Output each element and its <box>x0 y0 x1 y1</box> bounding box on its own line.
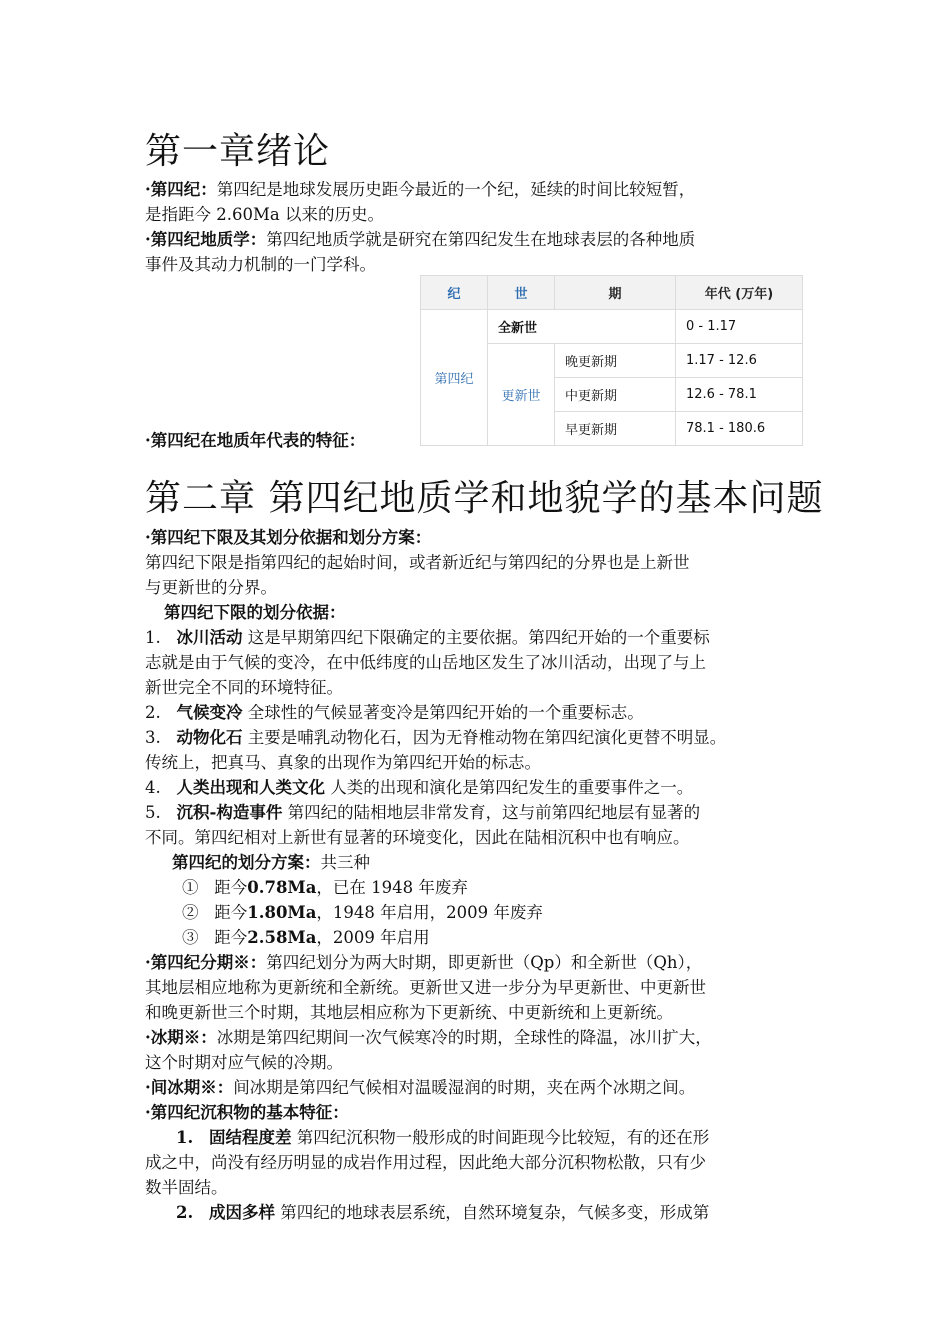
glacial-text: 冰期是第四纪期间一次气候寒冷的时期，全球性的降温，冰川扩大， <box>216 1028 712 1047</box>
age-cell: 78.1 - 180.6 <box>676 412 803 446</box>
item-number: 1. <box>176 1128 194 1147</box>
quaternary-division-cont2: 和晚更新世三个时期，其地层相应称为下更新统、中更新统和上更新统。 <box>145 1003 673 1022</box>
term-glacial: ·冰期※： <box>145 1028 217 1047</box>
glacial-definition-cont: 这个时期对应气候的冷期。 <box>145 1053 343 1072</box>
basis-item-5 <box>145 800 815 825</box>
lower-limit-basis-heading: 第四纪下限的划分依据： <box>164 603 346 622</box>
option-prefix: 距今 <box>214 878 248 897</box>
item-text: 全球性的气候显著变冷是第四纪开始的一个重要标志。 <box>242 703 644 722</box>
item-term: 动物化石 <box>176 728 243 747</box>
definition-text: 第四纪是地球发展历史距今最近的一个纪，延续的时间比较短暂， <box>216 180 696 199</box>
option-text: ，1948 年启用，2009 年废弃 <box>316 903 543 922</box>
scheme-heading <box>172 850 842 875</box>
quaternary-division-cont: 其地层相应地称为更新统和全新统。更新世又进一步分为早更新世、中更新世 <box>145 978 706 997</box>
definition-text: 第四纪地质学就是研究在第四纪发生在地球表层的各种地质 <box>266 230 696 249</box>
age-cell: 12.6 - 78.1 <box>676 378 803 412</box>
geologic-timetable-feature-label <box>145 428 405 453</box>
basis-item-4 <box>145 775 815 800</box>
option-age: 0.78Ma <box>247 878 317 897</box>
term-interglacial: ·间冰期※： <box>145 1078 234 1097</box>
item-text: 这是早期第四纪下限确定的主要依据。第四纪开始的一个重要标 <box>242 628 710 647</box>
feature-item-1-cont: 成之中，尚没有经历明显的成岩作用过程，因此绝大部分沉积物松散，只有少 <box>145 1153 706 1172</box>
header-age: 年代 (万年) <box>676 276 803 310</box>
stage-cell: 早更新期 <box>555 412 676 446</box>
table-header-row <box>421 276 803 310</box>
basis-item-1-cont: 志就是由于气候的变冷，在中低纬度的山岳地区发生了冰川活动，出现了与上 <box>145 653 706 672</box>
item-text: 主要是哺乳动物化石，因为无脊椎动物在第四纪演化更替不明显。 <box>242 728 727 747</box>
lower-limit-paragraph-cont: 与更新世的分界。 <box>145 578 277 597</box>
item-term: 气候变冷 <box>176 703 243 722</box>
option-marker: ② <box>182 903 199 922</box>
quaternary-definition <box>145 177 815 202</box>
basis-item-3-cont: 传统上，把真马、真象的出现作为第四纪开始的标志。 <box>145 753 541 772</box>
basis-item-3 <box>145 725 815 750</box>
option-marker: ① <box>182 878 199 897</box>
header-period: 纪 <box>421 276 488 310</box>
item-number: 4. <box>145 778 161 797</box>
geologic-time-table <box>420 275 803 446</box>
chapter-2-title: 第二章 第四纪地质学和地貌学的基本问题 <box>145 478 824 519</box>
item-text: 第四纪的陆相地层非常发育，这与前第四纪地层有显著的 <box>282 803 701 822</box>
section-heading: ·第四纪下限及其划分依据和划分方案： <box>145 528 432 547</box>
quaternary-geology-definition-cont: 事件及其动力机制的一门学科。 <box>145 255 376 274</box>
quaternary-definition-cont: 是指距今 2.60Ma 以来的历史。 <box>145 205 384 224</box>
lower-limit-paragraph: 第四纪下限是指第四纪的起始时间，或者新近纪与第四纪的分界也是上新世 <box>145 553 690 572</box>
age-cell: 1.17 - 12.6 <box>676 344 803 378</box>
scheme-option-1 <box>182 875 852 900</box>
scheme-option-2 <box>182 900 852 925</box>
stage-cell: 中更新期 <box>555 378 676 412</box>
term-quaternary-geology: ·第四纪地质学： <box>145 230 267 249</box>
scheme-option-3 <box>182 925 852 950</box>
item-number: 3. <box>145 728 161 747</box>
section-lower-limit <box>145 525 815 550</box>
scheme-term: 第四纪的划分方案： <box>172 853 321 872</box>
basis-item-5-cont: 不同。第四纪相对上新世有显著的环境变化，因此在陆相沉积中也有响应。 <box>145 828 690 847</box>
item-text: 人类的出现和演化是第四纪发生的重要事件之一。 <box>325 778 694 797</box>
holocene-cell: 全新世 <box>488 310 676 344</box>
feature-item-1 <box>176 1125 846 1150</box>
stage-cell: 晚更新期 <box>555 344 676 378</box>
item-text: 第四纪的地球表层系统，自然环境复杂，气候多变，形成第 <box>274 1203 710 1222</box>
feature-item-2 <box>176 1200 846 1225</box>
holocene-age-cell: 0 - 1.17 <box>676 310 803 344</box>
quaternary-geology-definition <box>145 227 815 252</box>
basis-item-1-cont2: 新世完全不同的环境特征。 <box>145 678 343 697</box>
scheme-text: 共三种 <box>320 853 370 872</box>
basis-item-1 <box>145 625 815 650</box>
term-sediment-features: ·第四纪沉积物的基本特征： <box>145 1103 349 1122</box>
option-marker: ③ <box>182 928 199 947</box>
quaternary-division <box>145 950 815 975</box>
pleistocene-cell: 更新世 <box>488 344 555 446</box>
option-prefix: 距今 <box>214 903 248 922</box>
option-age: 1.80Ma <box>247 903 317 922</box>
item-number: 1. <box>145 628 161 647</box>
term-quaternary: ·第四纪： <box>145 180 217 199</box>
chapter-1-title: 第一章绪论 <box>145 131 331 172</box>
header-stage: 期 <box>555 276 676 310</box>
period-cell: 第四纪 <box>421 310 488 446</box>
item-number: 2. <box>145 703 161 722</box>
item-term: 沉积-构造事件 <box>176 803 283 822</box>
division-text: 第四纪划分为两大时期，即更新世（Qp）和全新世（Qh）， <box>266 953 703 972</box>
option-text: ，已在 1948 年废弃 <box>316 878 468 897</box>
term-timetable-feature: ·第四纪在地质年代表的特征： <box>145 431 366 450</box>
term-division: ·第四纪分期※： <box>145 953 267 972</box>
glacial-definition <box>145 1025 815 1050</box>
item-number: 2. <box>176 1203 194 1222</box>
option-prefix: 距今 <box>214 928 248 947</box>
interglacial-text: 间冰期是第四纪气候相对温暖湿润的时期，夹在两个冰期之间。 <box>233 1078 696 1097</box>
item-term: 人类出现和人类文化 <box>176 778 325 797</box>
item-term: 成因多样 <box>208 1203 275 1222</box>
item-number: 5. <box>145 803 161 822</box>
feature-item-1-cont2: 数半固结。 <box>145 1178 228 1197</box>
header-epoch: 世 <box>488 276 555 310</box>
interglacial-definition <box>145 1075 815 1100</box>
item-text: 第四纪沉积物一般形成的时间距现今比较短，有的还在形 <box>291 1128 710 1147</box>
item-term: 固结程度差 <box>208 1128 292 1147</box>
sediment-features-heading <box>145 1100 815 1125</box>
option-age: 2.58Ma <box>247 928 317 947</box>
basis-item-2 <box>145 700 815 725</box>
table-row <box>421 310 803 344</box>
item-term: 冰川活动 <box>176 628 243 647</box>
option-text: ，2009 年启用 <box>316 928 430 947</box>
